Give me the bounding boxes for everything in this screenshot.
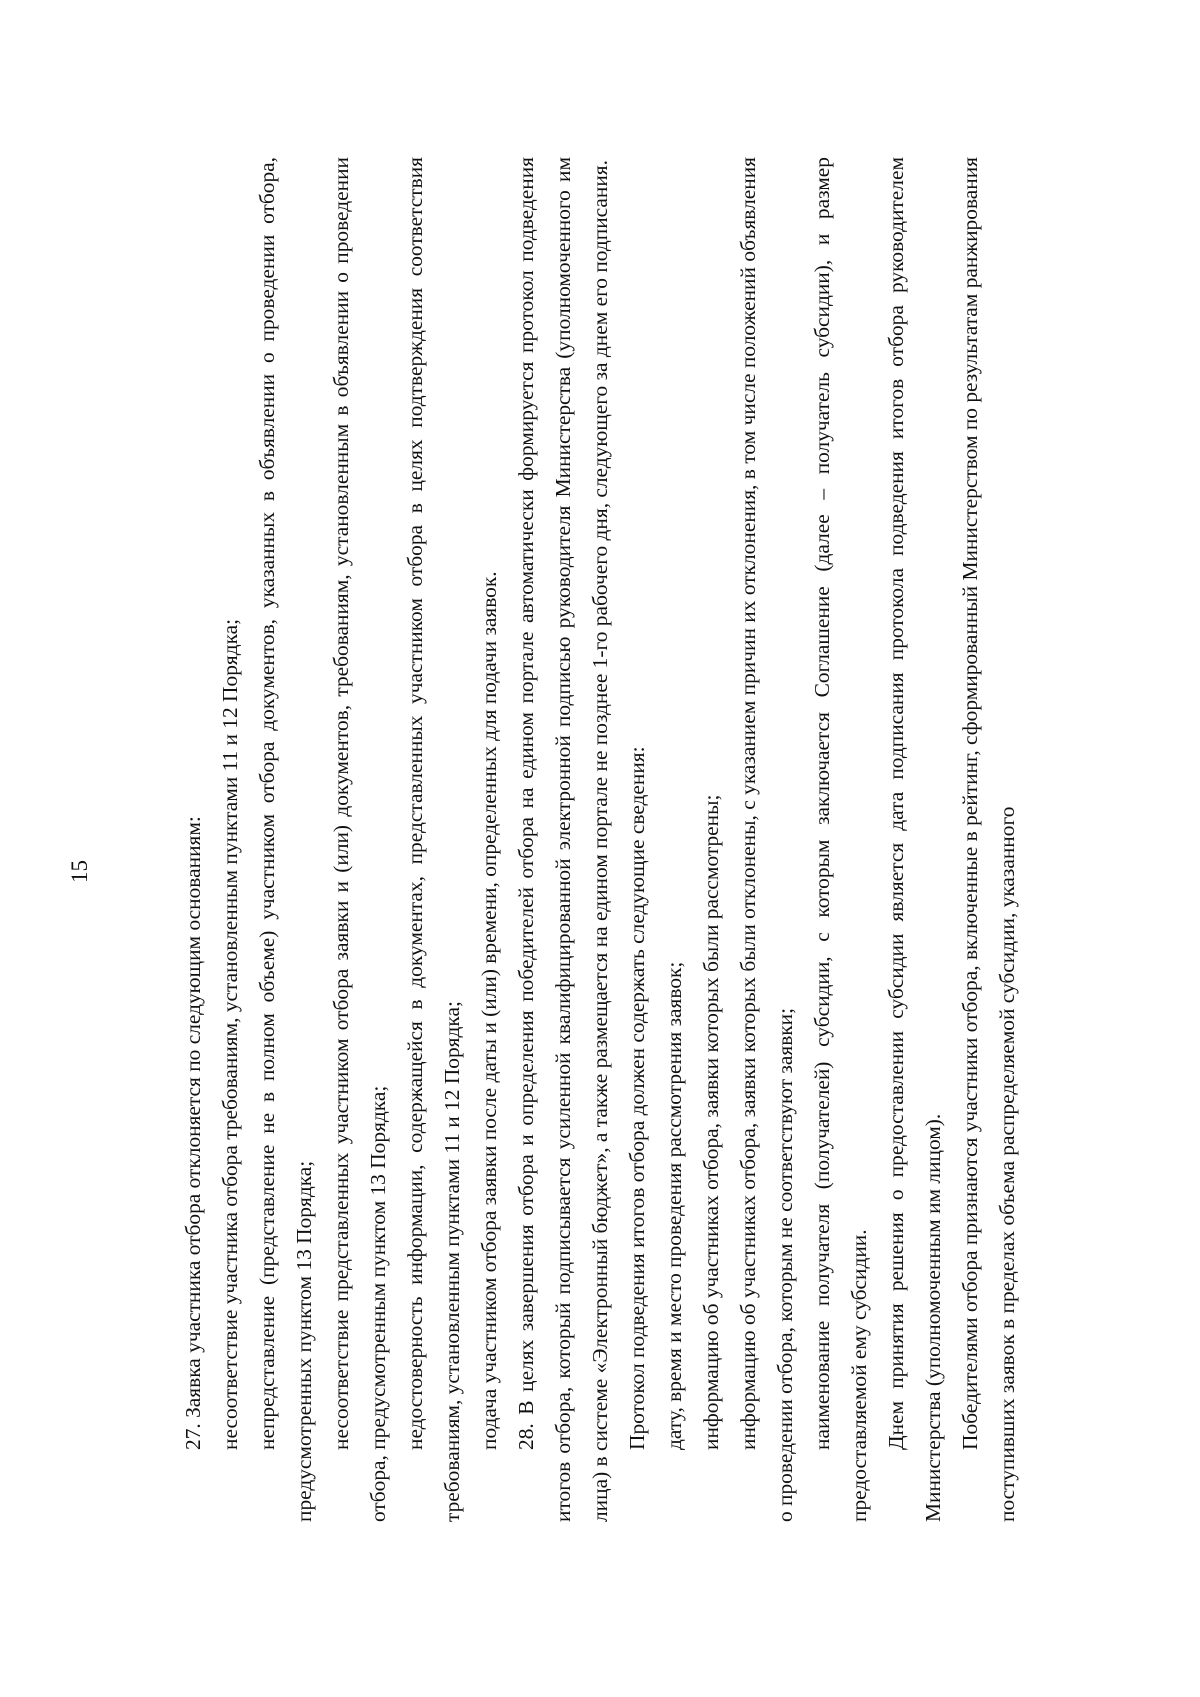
paragraph: наименование получателя (получателей) субсидии, с которым заключается Соглашение (далее – получатель субсидии), и размер предоставляемой ему субсидии. [810, 157, 871, 1522]
paragraph: Днем принятия решения о предоставлении субсидии является дата подписания протокола подведения итогов отбора руководителем Министерства (уполномоченным им лицом). [884, 157, 945, 1522]
paragraph: Протокол подведения итогов отбора должен содержать следующие сведения: [625, 746, 649, 1450]
document-body [175, 157, 1026, 1522]
paragraph: дату, время и место проведения рассмотрения заявок; [662, 961, 686, 1450]
paragraph: 27. Заявка участника отбора отклоняется по следующим основаниям: [181, 816, 205, 1450]
paragraph: непредставление (представление не в полном объеме) участником отбора документов, указанных в объявлении о проведении отбора, предусмотренных пунктом 13 Порядка; [255, 157, 316, 1522]
page-number: 15 [67, 860, 92, 883]
paragraph: информацию об участниках отбора, заявки которых были отклонены, с указанием причин их отклонения, в том числе положений объявления о проведении отбора, которым не соответствуют заявки; [736, 157, 797, 1522]
paragraph: 28. В целях завершения отбора и определения победителей отбора на едином портале автоматически формируется протокол подведения итогов отбора, который подписывается усиленной квалифицированной электронной подписью руководителя Министерства (уполномоченного им лица) в системе «Электронный бюджет», а также размещается на едином портале не позднее 1-го рабочего дня, следующего за днем его подписания. [514, 157, 612, 1522]
paragraph: недостоверность информации, содержащейся в документах, представленных участником отбора в целях подтверждения соответствия требованиям, установленным пунктами 11 и 12 Порядка; [403, 157, 464, 1522]
paragraph: подача участником отбора заявки после даты и (или) времени, определенных для подачи заявок. [477, 571, 501, 1450]
paragraph: несоответствие участника отбора требованиям, установленным пунктами 11 и 12 Порядка; [218, 618, 242, 1450]
paragraph: Победителями отбора признаются участники отбора, включенные в рейтинг, сформированный Министерством по результатам ранжирования поступивших заявок в пределах объема распределяемой субсидии, указанного [958, 157, 1019, 1522]
paragraph: несоответствие представленных участником отбора заявки и (или) документов, требованиям, установленным в объявлении о проведении отбора, предусмотренным пунктом 13 Порядка; [329, 157, 390, 1522]
paragraph: информацию об участниках отбора, заявки которых были рассмотрены; [699, 794, 723, 1450]
